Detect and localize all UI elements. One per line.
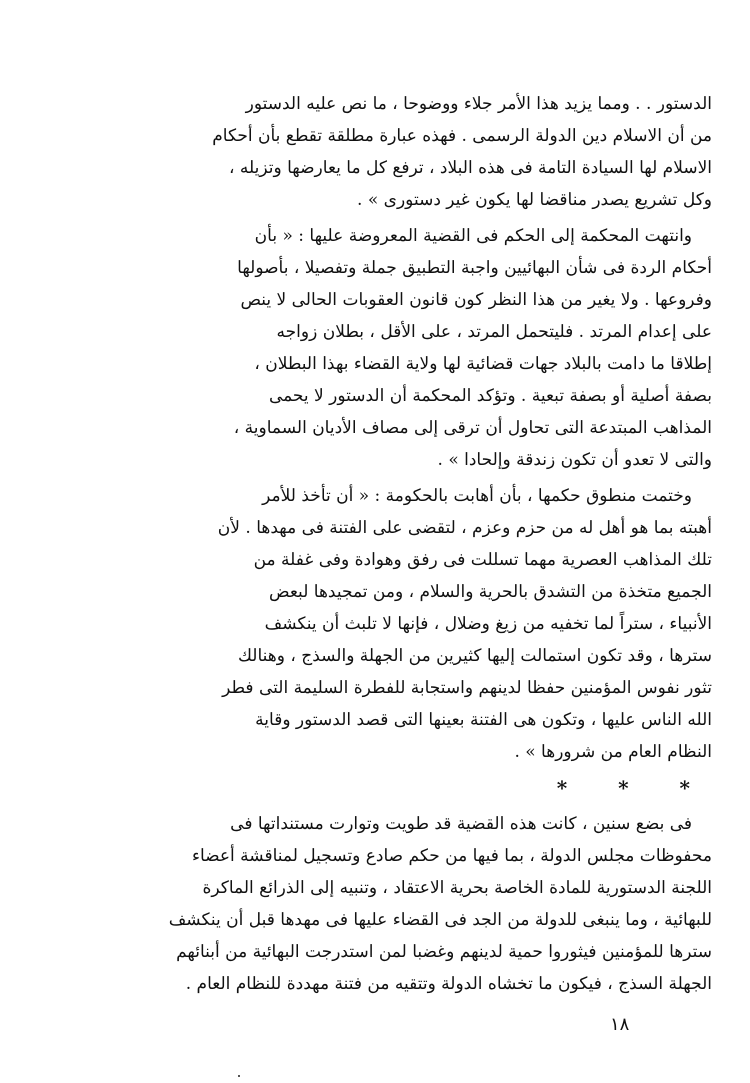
text-line: وانتهت المحكمة إلى الحكم فى القضية المعروضة عليها : « بأن	[254, 226, 692, 246]
text-line: أحكام الردة فى شأن البهائيين واجبة التطبيق جملة وتفصيلا ، بأصولها	[237, 258, 712, 278]
text-line: اللجنة الدستورية للمادة الخاصة بحرية الاعتقاد ، وتنبيه إلى الذرائع الماكرة	[202, 878, 712, 898]
text-line: إطلاقا ما دامت بالبلاد جهات قضائية لها ولاية القضاء بهذا البطلان ،	[254, 354, 712, 374]
scan-speck	[238, 1075, 240, 1077]
text-line: وفروعها . ولا يغير من هذا النظر كون قانون العقوبات الحالى لا ينص	[240, 290, 712, 310]
text-line: سترها للمؤمنين فيثوروا حمية لدينهم وغضبا لمن استدرجت البهائية من أبنائهم	[176, 942, 712, 962]
text-line: الدستور . . ومما يزيد هذا الأمر جلاء ووضوحا ، ما نص عليه الدستور	[245, 94, 712, 114]
paragraph-1	[46, 88, 712, 216]
paragraph-2	[46, 220, 712, 476]
text-line: وكل تشريع يصدر مناقضا لها يكون غير دستورى » .	[357, 190, 712, 210]
paragraph-3	[46, 480, 712, 768]
body-text	[46, 88, 712, 1000]
text-line: محفوظات مجلس الدولة ، بما فيها من حكم صادع وتسجيل لمناقشة أعضاء	[191, 846, 712, 866]
text-line: من أن الاسلام دين الدولة الرسمى . فهذه عبارة مطلقة تقطع بأن أحكام	[212, 126, 712, 146]
text-line: تلك المذاهب العصرية مهما تسللت فى رفق وهوادة وفى غفلة من	[253, 550, 712, 570]
text-line: أهبته بما هو أهل له من حزم وعزم ، لتقضى على الفتنة فى مهدها . لأن	[217, 518, 712, 538]
paragraph-4	[46, 808, 712, 1000]
text-line: الاسلام لها السيادة التامة فى هذه البلاد ، ترفع كل ما يعارضها وتزيله ،	[229, 158, 712, 178]
text-line: الجميع متخذة من التشدق بالحرية والسلام ، ومن تمجيدها لبعض	[269, 582, 712, 602]
text-line: سترها ، وقد تكون استمالت إليها كثيرين من الجهلة والسذج ، وهنالك	[237, 646, 712, 666]
text-line: الأنبياء ، ستراً لما تخفيه من زيغ وضلال ، فإنها لا تلبث أن ينكشف	[264, 614, 712, 634]
text-line: النظام العام من شرورها » .	[514, 742, 712, 762]
text-line: للبهائية ، وما ينبغى للدولة من الجد فى القضاء عليها فى مهدها قبل أن ينكشف	[168, 910, 712, 930]
text-line: والتى لا تعدو أن تكون زندقة وإلحادا » .	[437, 450, 712, 470]
text-line: فى بضع سنين ، كانت هذه القضية قد طويت وتوارت مستنداتها فى	[230, 814, 692, 834]
text-line: الجهلة السذج ، فيكون ما تخشاه الدولة وتتقيه من فتنة مهددة للنظام العام .	[185, 974, 712, 994]
text-line: الله الناس عليها ، وتكون هى الفتنة بعينها التى قصد الدستور وقاية	[255, 710, 712, 730]
text-line: بصفة أصلية أو بصفة تبعية . وتؤكد المحكمة أن الدستور لا يحمى	[268, 386, 712, 406]
text-line: تثور نفوس المؤمنين حفظا لدينهم واستجابة للفطرة السليمة التى فطر	[222, 678, 712, 698]
text-line: المذاهب المبتدعة التى تحاول أن ترقى إلى مصاف الأديان السماوية ،	[233, 418, 712, 438]
page-number: ١٨	[610, 1014, 630, 1035]
text-line: وختمت منطوق حكمها ، بأن أهابت بالحكومة : « أن تأخذ للأمر	[262, 486, 692, 506]
section-separator: * * *	[556, 776, 712, 800]
text-line: على إعدام المرتد . فليتحمل المرتد ، على الأقل ، بطلان زواجه	[276, 322, 712, 342]
